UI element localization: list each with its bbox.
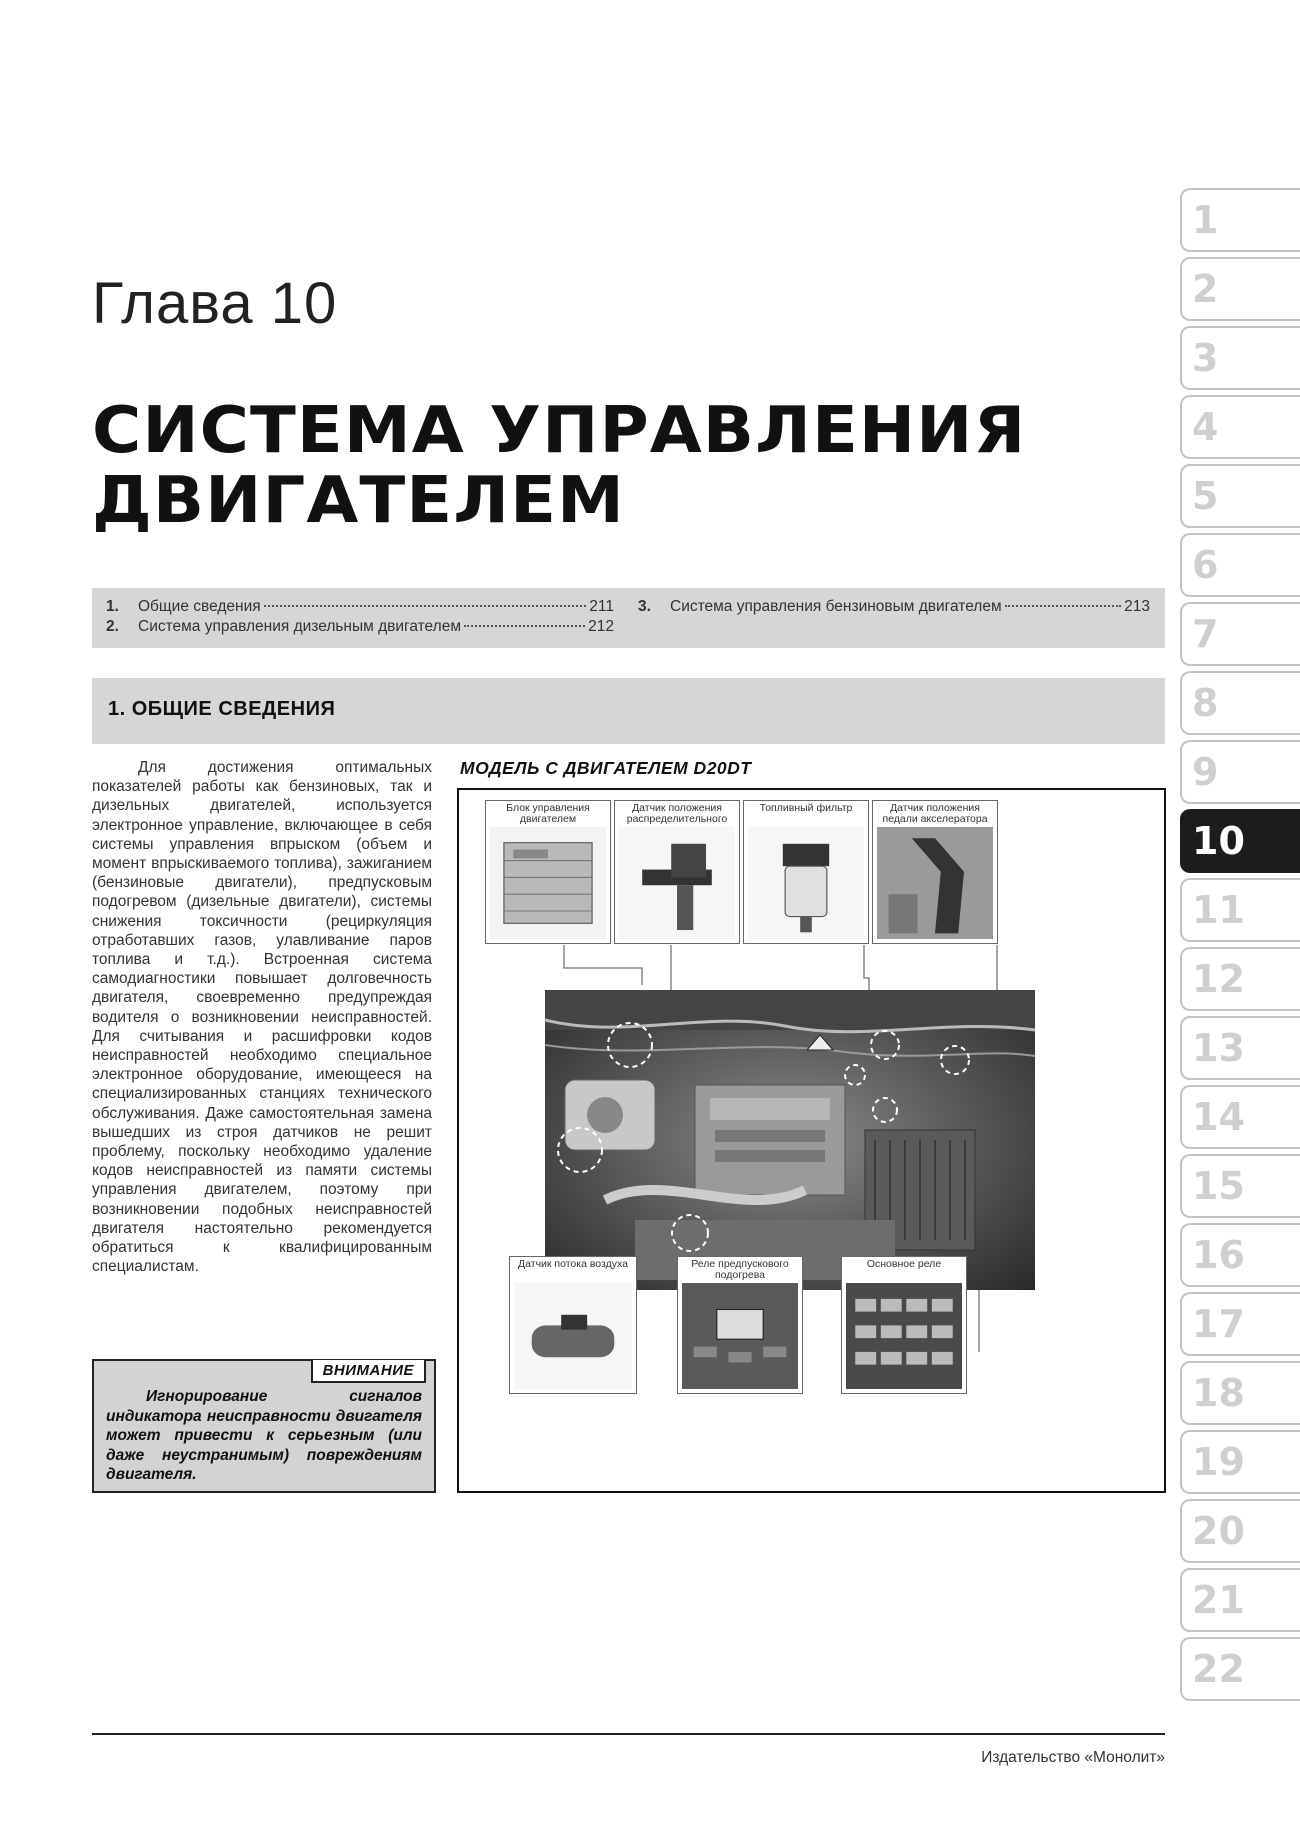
chapter-tab[interactable] <box>1180 1637 1300 1701</box>
camshaft-sensor-picture <box>619 827 735 939</box>
chapter-tabs <box>1180 188 1300 1728</box>
chapter-tab-number: 21 <box>1192 1578 1245 1622</box>
fuel-filter-card <box>743 800 869 944</box>
chapter-tab[interactable] <box>1180 1430 1300 1494</box>
chapter-tab-number: 13 <box>1192 1026 1245 1070</box>
chapter-title-line-2: ДВИГАТЕЛЕМ <box>92 464 625 538</box>
warning-box <box>92 1359 436 1493</box>
chapter-tab[interactable] <box>1180 878 1300 942</box>
pedal-sensor-picture <box>877 827 993 939</box>
chapter-tab-number: 5 <box>1192 474 1219 518</box>
chapter-tab[interactable] <box>1180 326 1300 390</box>
chapter-tab-number: 11 <box>1192 888 1245 932</box>
engine-figure <box>457 788 1166 1493</box>
maf-sensor-card <box>509 1256 637 1394</box>
pedal-sensor-icon <box>877 827 993 939</box>
main-relay-icon <box>846 1283 962 1389</box>
chapter-tab-number: 19 <box>1192 1440 1245 1484</box>
maf-sensor-label: Датчик потока воздуха <box>518 1258 628 1270</box>
fuel-filter-icon <box>748 827 864 939</box>
chapter-tab[interactable] <box>1180 1154 1300 1218</box>
toc-item[interactable] <box>106 598 614 618</box>
chapter-tab[interactable] <box>1180 1568 1300 1632</box>
footer-divider <box>92 1733 1165 1735</box>
chapter-tab[interactable] <box>1180 188 1300 252</box>
pedal-sensor-card <box>872 800 998 944</box>
main-relay-card <box>841 1256 967 1394</box>
chapter-tab[interactable] <box>1180 1223 1300 1287</box>
figure-caption: МОДЕЛЬ С ДВИГАТЕЛЕМ D20DT <box>460 758 752 778</box>
body-paragraph: Для достижения оптимальных показателей работы как бензиновых, так и дизельных двигателей, используется электронное управление, включающее в себя системы управления впрыском (объем и момент впрыскиваемого топлива), зажиганием (бензиновые двигатели), предпусковым подогревом (дизельные двигатели), системы снижения токсичности (рециркуляция отработавших газов, улавливание паров топлива и т.д.). Встроенная система самодиагностики повышает долговечность двигателя, своевременно предупреждая водителя о возникновении неисправностей. Для считывания и расшифровки кодов неисправностей необходимо специальное электронное оборудование, имеющееся на специализированных станциях технического обслуживания. Даже самостоятельная замена вышедших из строя датчиков не решит проблему, поскольку необходимо удаление кодов неисправностей из памяти системы управления двигателем, поэтому при возникновении подобных неисправностей двигателя настоятельно рекомендуется обратиться к квалифицированным специалистам. <box>92 759 432 1276</box>
chapter-tab-number: 12 <box>1192 957 1245 1001</box>
ecu-card <box>485 800 611 944</box>
toc-item-title: Система управления дизельным двигателем <box>138 618 461 635</box>
toc-item-page: 211 <box>589 598 614 615</box>
chapter-tab-number: 1 <box>1192 198 1219 242</box>
chapter-tab-number: 9 <box>1192 750 1219 794</box>
chapter-title <box>92 396 1090 536</box>
chapter-tab-number: 7 <box>1192 612 1219 656</box>
toc-item-number: 3. <box>638 598 651 615</box>
chapter-tab-number: 4 <box>1192 405 1219 449</box>
chapter-tab-number: 10 <box>1192 819 1245 863</box>
toc-item-title: Общие сведения <box>138 598 261 615</box>
glow-relay-card <box>677 1256 803 1394</box>
chapter-tab-number: 16 <box>1192 1233 1245 1277</box>
chapter-tab-number: 2 <box>1192 267 1219 311</box>
toc-item-number: 2. <box>106 618 119 635</box>
camshaft-sensor-label: Датчик положения распределительного <box>626 802 728 825</box>
ecu-icon <box>490 827 606 939</box>
chapter-tab[interactable] <box>1180 257 1300 321</box>
camshaft-sensor-icon <box>619 827 735 939</box>
chapter-title-line-1: СИСТЕМА УПРАВЛЕНИЯ <box>92 394 1027 468</box>
chapter-tab-number: 3 <box>1192 336 1219 380</box>
chapter-tab-number: 22 <box>1192 1647 1245 1691</box>
glow-relay-picture <box>682 1283 798 1389</box>
chapter-tab[interactable] <box>1180 1499 1300 1563</box>
chapter-tab-number: 6 <box>1192 543 1219 587</box>
chapter-tab[interactable] <box>1180 1085 1300 1149</box>
toc-leader-dots <box>1005 605 1122 607</box>
chapter-tab-number: 17 <box>1192 1302 1245 1346</box>
glow-relay-label: Реле предпускового подогрева <box>691 1258 789 1281</box>
table-of-contents <box>92 588 1165 648</box>
fuel-filter-label: Топливный фильтр <box>759 802 853 814</box>
warning-text: Игнорирование сигналов индикатора неисправности двигателя может привести к серьезным (или даже неустранимым) повреждениям двигателя. <box>106 1388 422 1483</box>
chapter-tab[interactable] <box>1180 395 1300 459</box>
toc-leader-dots <box>264 605 587 607</box>
main-relay-picture <box>846 1283 962 1389</box>
toc-item[interactable] <box>638 598 1150 618</box>
main-relay-label: Основное реле <box>866 1258 942 1270</box>
chapter-tab[interactable] <box>1180 740 1300 804</box>
glow-relay-icon <box>682 1283 798 1389</box>
chapter-tab-number: 15 <box>1192 1164 1245 1208</box>
chapter-tab[interactable] <box>1180 1361 1300 1425</box>
toc-leader-dots <box>464 625 585 627</box>
ecu-label: Блок управления двигателем <box>506 802 590 825</box>
chapter-tab-active[interactable] <box>1180 809 1300 873</box>
pedal-sensor-label: Датчик положения педали акселератора <box>882 802 988 825</box>
section-heading-bar <box>92 678 1165 744</box>
chapter-tab[interactable] <box>1180 533 1300 597</box>
chapter-tab[interactable] <box>1180 602 1300 666</box>
chapter-tab-number: 18 <box>1192 1371 1245 1415</box>
ecu-picture <box>490 827 606 939</box>
fuel-filter-picture <box>748 827 864 939</box>
warning-tag: ВНИМАНИЕ <box>311 1360 426 1383</box>
toc-item-title: Система управления бензиновым двигателем <box>670 598 1002 615</box>
chapter-tab-number: 14 <box>1192 1095 1245 1139</box>
toc-item[interactable] <box>106 618 614 638</box>
toc-item-number: 1. <box>106 598 119 615</box>
chapter-tab[interactable] <box>1180 1016 1300 1080</box>
toc-item-page: 212 <box>588 618 614 635</box>
maf-sensor-icon <box>514 1283 632 1389</box>
footer-publisher: Издательство «Монолит» <box>981 1749 1165 1766</box>
toc-item-page: 213 <box>1124 598 1150 615</box>
camshaft-sensor-card <box>614 800 740 944</box>
chapter-tab-number: 20 <box>1192 1509 1245 1553</box>
chapter-label: Глава 10 <box>92 271 338 336</box>
chapter-tab-number: 8 <box>1192 681 1219 725</box>
section-heading: 1. ОБЩИЕ СВЕДЕНИЯ <box>108 698 336 720</box>
chapter-tab[interactable] <box>1180 464 1300 528</box>
chapter-tab[interactable] <box>1180 947 1300 1011</box>
chapter-tab[interactable] <box>1180 1292 1300 1356</box>
maf-sensor-picture <box>514 1283 632 1389</box>
chapter-tab[interactable] <box>1180 671 1300 735</box>
